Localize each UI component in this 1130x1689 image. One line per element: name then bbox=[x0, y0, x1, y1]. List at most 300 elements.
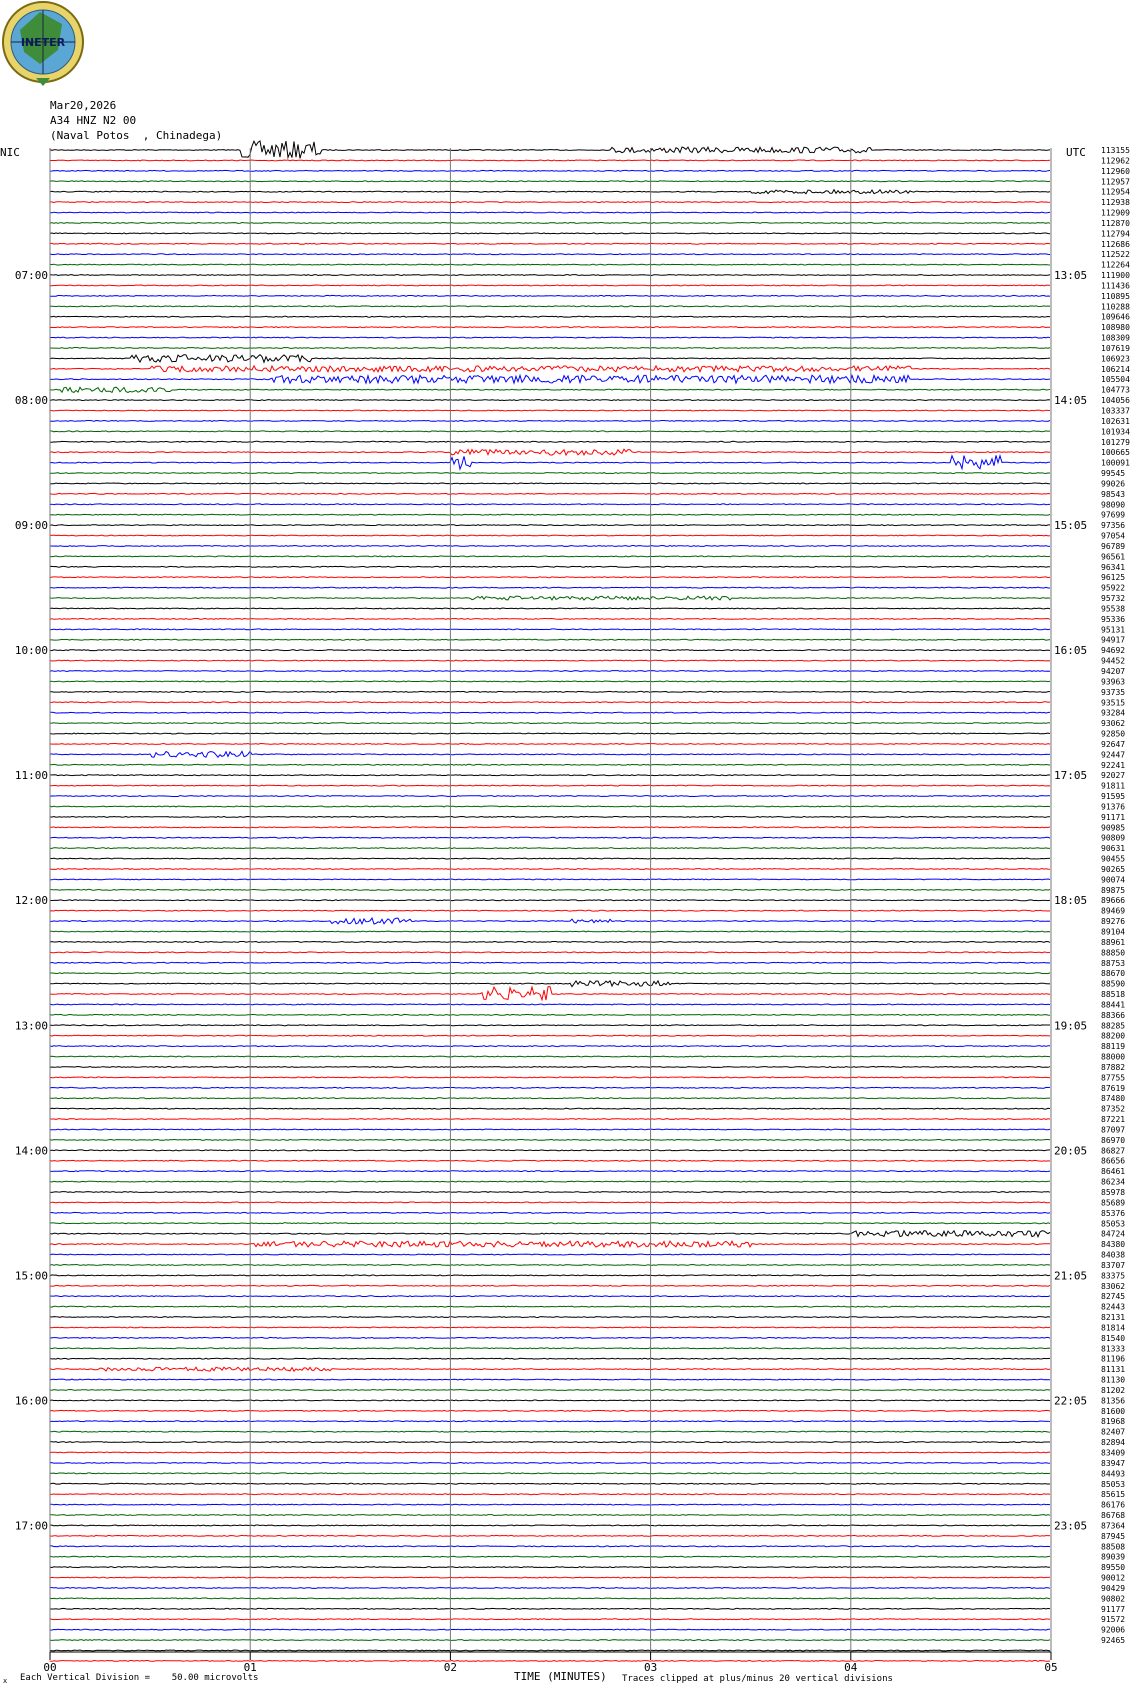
trace-line bbox=[50, 1348, 1050, 1349]
trace-value-label: 87352 bbox=[1101, 1104, 1126, 1114]
trace-value-label: 93515 bbox=[1101, 698, 1126, 708]
trace-line bbox=[50, 1004, 1050, 1005]
trace-line bbox=[50, 1108, 1050, 1109]
trace-line bbox=[50, 483, 1050, 484]
left-hour-label: 10:00 bbox=[14, 644, 48, 658]
trace-line bbox=[50, 455, 1050, 469]
left-hour-label: 14:00 bbox=[14, 1144, 48, 1158]
trace-line bbox=[50, 1160, 1050, 1161]
trace-value-label: 87364 bbox=[1101, 1521, 1126, 1531]
trace-line bbox=[50, 1129, 1050, 1130]
trace-value-label: 85053 bbox=[1101, 1479, 1126, 1489]
trace-value-label: 91572 bbox=[1101, 1615, 1126, 1625]
trace-line bbox=[50, 1241, 1050, 1247]
trace-value-label: 82131 bbox=[1101, 1313, 1126, 1323]
trace-line bbox=[50, 869, 1050, 870]
trace-line bbox=[50, 295, 1050, 296]
right-hour-label: 14:05 bbox=[1054, 394, 1088, 408]
trace-line bbox=[50, 1421, 1050, 1422]
trace-line bbox=[50, 587, 1050, 588]
trace-value-label: 94452 bbox=[1101, 656, 1126, 666]
trace-value-label: 90265 bbox=[1101, 864, 1126, 874]
trace-value-label: 86176 bbox=[1101, 1500, 1126, 1510]
trace-value-label: 92850 bbox=[1101, 729, 1126, 739]
trace-line bbox=[50, 1296, 1050, 1297]
left-timezone-label: NIC bbox=[0, 146, 20, 159]
trace-value-label: 82894 bbox=[1101, 1438, 1126, 1448]
trace-value-label: 97054 bbox=[1101, 531, 1126, 541]
trace-line bbox=[50, 702, 1050, 703]
left-hour-label: 17:00 bbox=[14, 1519, 48, 1533]
trace-line bbox=[50, 1119, 1050, 1120]
trace-line bbox=[50, 375, 1050, 383]
trace-line bbox=[50, 1171, 1050, 1172]
trace-line bbox=[50, 546, 1050, 547]
svg-text:INETER: INETER bbox=[20, 36, 66, 49]
trace-line bbox=[50, 1056, 1050, 1057]
x-tick-label: 02 bbox=[443, 1661, 458, 1674]
trace-value-label: 98090 bbox=[1101, 500, 1126, 510]
trace-line bbox=[50, 858, 1050, 859]
trace-line bbox=[50, 1025, 1050, 1026]
trace-line bbox=[50, 337, 1050, 338]
trace-line bbox=[50, 1306, 1050, 1307]
trace-line bbox=[50, 650, 1050, 651]
trace-value-label: 83375 bbox=[1101, 1271, 1126, 1281]
trace-line bbox=[50, 671, 1050, 672]
trace-value-label: 113155 bbox=[1101, 146, 1130, 155]
trace-value-label: 94917 bbox=[1101, 635, 1126, 645]
trace-value-label: 112522 bbox=[1101, 250, 1130, 260]
trace-line bbox=[50, 848, 1050, 849]
trace-line bbox=[50, 1067, 1050, 1068]
trace-line bbox=[50, 316, 1050, 317]
right-hour-label: 18:05 bbox=[1054, 894, 1088, 908]
trace-value-label: 84380 bbox=[1101, 1240, 1126, 1250]
trace-line bbox=[50, 366, 1050, 372]
trace-value-label: 93284 bbox=[1101, 708, 1126, 718]
trace-value-label: 95538 bbox=[1101, 604, 1126, 614]
trace-value-label: 92241 bbox=[1101, 760, 1126, 770]
trace-value-label: 93963 bbox=[1101, 677, 1126, 687]
trace-value-label: 87221 bbox=[1101, 1115, 1126, 1125]
trace-value-label: 102631 bbox=[1101, 416, 1130, 426]
left-hour-label: 16:00 bbox=[14, 1394, 48, 1408]
left-hour-label: 08:00 bbox=[14, 394, 48, 408]
trace-value-label: 103337 bbox=[1101, 406, 1130, 416]
trace-value-label: 98543 bbox=[1101, 489, 1126, 499]
trace-value-label: 96561 bbox=[1101, 552, 1126, 562]
record-date: Mar20,2026 bbox=[50, 99, 117, 112]
trace-value-label: 94207 bbox=[1101, 667, 1126, 676]
trace-value-label: 108309 bbox=[1101, 333, 1130, 343]
trace-line bbox=[50, 691, 1050, 692]
x-axis-title: TIME (MINUTES) bbox=[514, 1670, 607, 1683]
trace-value-label: 105504 bbox=[1101, 375, 1130, 385]
trace-value-label: 90985 bbox=[1101, 823, 1126, 833]
trace-value-label: 88518 bbox=[1101, 990, 1126, 1000]
trace-line bbox=[50, 181, 1050, 182]
trace-line bbox=[50, 1525, 1050, 1526]
trace-line bbox=[50, 751, 1050, 757]
trace-value-label: 88753 bbox=[1101, 958, 1126, 968]
trace-line bbox=[50, 190, 1050, 194]
right-hour-label: 15:05 bbox=[1054, 519, 1088, 533]
trace-line bbox=[50, 981, 1050, 987]
trace-line bbox=[50, 327, 1050, 328]
trace-line bbox=[50, 285, 1050, 286]
station-location: (Naval Potos , Chinadega) bbox=[50, 129, 223, 142]
left-hour-label: 12:00 bbox=[14, 894, 48, 908]
trace-line bbox=[50, 942, 1050, 943]
trace-value-label: 111900 bbox=[1101, 271, 1130, 281]
trace-line bbox=[50, 355, 1050, 363]
right-hour-label: 22:05 bbox=[1054, 1394, 1088, 1408]
right-hour-label: 16:05 bbox=[1054, 644, 1088, 658]
trace-line bbox=[50, 1212, 1050, 1213]
trace-line bbox=[50, 1442, 1050, 1443]
trace-line bbox=[50, 1619, 1050, 1620]
trace-value-label: 81196 bbox=[1101, 1354, 1126, 1364]
trace-value-label: 85053 bbox=[1101, 1219, 1126, 1229]
trace-value-label: 90012 bbox=[1101, 1573, 1126, 1583]
trace-line bbox=[50, 816, 1050, 817]
trace-value-label: 84493 bbox=[1101, 1469, 1126, 1479]
trace-line bbox=[50, 1400, 1050, 1401]
right-hour-label: 17:05 bbox=[1054, 769, 1088, 783]
trace-line bbox=[50, 1181, 1050, 1182]
trace-line bbox=[50, 1367, 1050, 1371]
trace-value-label: 106214 bbox=[1101, 364, 1130, 374]
trace-line bbox=[50, 1087, 1050, 1088]
trace-value-label: 92006 bbox=[1101, 1625, 1126, 1635]
trace-line bbox=[50, 744, 1050, 745]
trace-value-label: 97699 bbox=[1101, 510, 1126, 520]
trace-value-label: 83947 bbox=[1101, 1458, 1126, 1468]
trace-value-label: 88590 bbox=[1101, 979, 1126, 989]
trace-value-label: 112264 bbox=[1101, 260, 1130, 270]
corner-mark: x bbox=[3, 1677, 8, 1685]
trace-value-label: 100665 bbox=[1101, 448, 1130, 458]
trace-value-label: 85689 bbox=[1101, 1198, 1126, 1208]
trace-line bbox=[50, 243, 1050, 244]
trace-value-label: 101279 bbox=[1101, 437, 1130, 447]
trace-line bbox=[50, 660, 1050, 661]
trace-value-label: 81968 bbox=[1101, 1417, 1126, 1427]
trace-line bbox=[50, 1077, 1050, 1078]
trace-value-label: 94692 bbox=[1101, 646, 1126, 656]
trace-value-label: 95336 bbox=[1101, 614, 1126, 624]
trace-value-label: 92447 bbox=[1101, 750, 1126, 760]
trace-value-label: 88441 bbox=[1101, 1000, 1126, 1010]
trace-line bbox=[50, 525, 1050, 526]
trace-value-label: 112960 bbox=[1101, 166, 1130, 176]
trace-value-label: 90429 bbox=[1101, 1583, 1126, 1593]
trace-line bbox=[50, 1098, 1050, 1099]
trace-value-label: 87480 bbox=[1101, 1094, 1126, 1104]
trace-line bbox=[50, 596, 1050, 600]
scale-note: Each Vertical Division = 50.00 microvolts bbox=[20, 1673, 259, 1683]
trace-value-label: 89666 bbox=[1101, 896, 1126, 906]
trace-line bbox=[50, 889, 1050, 890]
trace-value-label: 88200 bbox=[1101, 1031, 1126, 1041]
right-hour-label: 23:05 bbox=[1054, 1519, 1088, 1533]
trace-line bbox=[50, 1265, 1050, 1266]
trace-line bbox=[50, 1390, 1050, 1391]
trace-value-label: 89104 bbox=[1101, 927, 1126, 937]
trace-value-label: 81540 bbox=[1101, 1333, 1126, 1343]
left-hour-label: 09:00 bbox=[14, 519, 48, 533]
trace-line bbox=[50, 514, 1050, 515]
trace-line bbox=[50, 1452, 1050, 1453]
trace-line bbox=[50, 1046, 1050, 1047]
trace-value-label: 91177 bbox=[1101, 1604, 1126, 1614]
trace-line bbox=[50, 1285, 1050, 1286]
trace-value-label: 88366 bbox=[1101, 1010, 1126, 1020]
trace-line bbox=[50, 723, 1050, 724]
trace-value-label: 97356 bbox=[1101, 521, 1126, 531]
x-tick-label: 05 bbox=[1044, 1661, 1058, 1674]
trace-value-label: 89550 bbox=[1101, 1563, 1126, 1573]
trace-line bbox=[50, 1379, 1050, 1380]
trace-line bbox=[50, 712, 1050, 713]
trace-line bbox=[50, 785, 1050, 786]
trace-line bbox=[50, 681, 1050, 682]
trace-value-label: 92465 bbox=[1101, 1636, 1126, 1646]
trace-line bbox=[50, 1410, 1050, 1411]
trace-line bbox=[50, 1473, 1050, 1474]
trace-line bbox=[50, 535, 1050, 536]
trace-value-label: 93735 bbox=[1101, 687, 1126, 697]
trace-value-label: 91595 bbox=[1101, 792, 1126, 802]
trace-line bbox=[50, 764, 1050, 765]
trace-value-label: 90074 bbox=[1101, 875, 1126, 885]
trace-value-label: 87619 bbox=[1101, 1083, 1126, 1093]
trace-line bbox=[50, 1317, 1050, 1318]
trace-line bbox=[50, 170, 1050, 171]
trace-line bbox=[50, 160, 1050, 161]
trace-value-label: 87097 bbox=[1101, 1125, 1126, 1135]
trace-value-label: 91376 bbox=[1101, 802, 1126, 812]
trace-line bbox=[50, 1598, 1050, 1599]
trace-value-label: 87755 bbox=[1101, 1073, 1126, 1083]
trace-line bbox=[50, 556, 1050, 557]
trace-value-label: 112870 bbox=[1101, 218, 1130, 228]
trace-line bbox=[50, 962, 1050, 963]
trace-line bbox=[50, 1567, 1050, 1568]
trace-line bbox=[50, 441, 1050, 442]
trace-value-label: 107619 bbox=[1101, 343, 1130, 353]
trace-line bbox=[50, 306, 1050, 307]
trace-line bbox=[50, 1150, 1050, 1151]
trace-value-label: 85615 bbox=[1101, 1490, 1126, 1500]
trace-line bbox=[50, 1327, 1050, 1328]
trace-line bbox=[50, 1608, 1050, 1609]
trace-line bbox=[50, 973, 1050, 974]
trace-value-label: 83062 bbox=[1101, 1281, 1126, 1291]
trace-value-label: 112938 bbox=[1101, 198, 1130, 208]
trace-line bbox=[50, 1223, 1050, 1224]
trace-value-label: 91171 bbox=[1101, 812, 1126, 822]
trace-value-label: 81130 bbox=[1101, 1375, 1126, 1385]
trace-line bbox=[50, 1494, 1050, 1495]
trace-line bbox=[50, 1254, 1050, 1255]
trace-value-label: 96789 bbox=[1101, 541, 1126, 551]
trace-line bbox=[50, 431, 1050, 432]
trace-line bbox=[50, 733, 1050, 734]
trace-line bbox=[50, 987, 1050, 1000]
trace-value-label: 81814 bbox=[1101, 1323, 1126, 1333]
trace-line bbox=[50, 1275, 1050, 1276]
trace-value-label: 106923 bbox=[1101, 354, 1130, 364]
trace-value-label: 90809 bbox=[1101, 833, 1126, 843]
trace-value-label: 85978 bbox=[1101, 1188, 1126, 1197]
trace-line bbox=[50, 608, 1050, 609]
trace-line bbox=[50, 421, 1050, 422]
trace-value-label: 81202 bbox=[1101, 1385, 1126, 1395]
trace-value-label: 92647 bbox=[1101, 739, 1126, 749]
trace-value-label: 87945 bbox=[1101, 1531, 1126, 1541]
trace-value-label: 112957 bbox=[1101, 177, 1130, 187]
trace-value-label: 86461 bbox=[1101, 1167, 1126, 1177]
trace-value-label: 81356 bbox=[1101, 1396, 1126, 1406]
right-hour-label: 19:05 bbox=[1054, 1019, 1088, 1033]
clip-note: Traces clipped at plus/minus 20 vertical divisions bbox=[622, 1674, 893, 1684]
trace-value-label: 90455 bbox=[1101, 854, 1126, 864]
trace-line bbox=[50, 1231, 1050, 1237]
trace-value-label: 99026 bbox=[1101, 479, 1126, 489]
trace-value-label: 112962 bbox=[1101, 156, 1130, 166]
trace-line bbox=[50, 1504, 1050, 1505]
trace-value-label: 89875 bbox=[1101, 885, 1126, 895]
trace-line bbox=[50, 202, 1050, 203]
trace-line bbox=[50, 577, 1050, 578]
trace-value-label: 100091 bbox=[1101, 458, 1130, 468]
trace-value-label: 96341 bbox=[1101, 562, 1126, 572]
trace-value-label: 88670 bbox=[1101, 969, 1126, 979]
left-hour-label: 15:00 bbox=[14, 1269, 48, 1283]
trace-line bbox=[50, 1431, 1050, 1432]
trace-value-label: 84724 bbox=[1101, 1229, 1126, 1239]
trace-line bbox=[50, 827, 1050, 828]
trace-value-label: 95922 bbox=[1101, 583, 1126, 593]
trace-line bbox=[50, 264, 1050, 265]
trace-line bbox=[50, 1358, 1050, 1359]
trace-value-label: 88285 bbox=[1101, 1021, 1126, 1031]
trace-line bbox=[50, 1483, 1050, 1484]
trace-line bbox=[50, 1556, 1050, 1557]
x-tick-label: 03 bbox=[643, 1661, 658, 1674]
trace-value-label: 104056 bbox=[1101, 396, 1130, 406]
trace-value-label: 82407 bbox=[1101, 1427, 1126, 1437]
trace-value-label: 101934 bbox=[1101, 427, 1130, 437]
trace-value-label: 88850 bbox=[1101, 948, 1126, 958]
trace-line bbox=[50, 233, 1050, 234]
trace-value-label: 86768 bbox=[1101, 1511, 1126, 1521]
trace-line bbox=[50, 449, 1050, 455]
trace-value-label: 83409 bbox=[1101, 1448, 1126, 1458]
trace-value-label: 112794 bbox=[1101, 229, 1130, 239]
trace-line bbox=[50, 493, 1050, 494]
trace-value-label: 84038 bbox=[1101, 1250, 1126, 1260]
trace-line bbox=[50, 1463, 1050, 1464]
trace-value-label: 112954 bbox=[1101, 187, 1130, 197]
trace-value-label: 81333 bbox=[1101, 1344, 1126, 1354]
trace-line bbox=[50, 1535, 1050, 1536]
trace-line bbox=[50, 639, 1050, 640]
trace-value-label: 104773 bbox=[1101, 385, 1130, 395]
trace-value-label: 88119 bbox=[1101, 1042, 1126, 1052]
trace-value-label: 110288 bbox=[1101, 302, 1130, 312]
trace-value-label: 90631 bbox=[1101, 844, 1126, 854]
trace-value-label: 109646 bbox=[1101, 312, 1130, 322]
trace-line bbox=[50, 1192, 1050, 1193]
trace-line bbox=[50, 879, 1050, 880]
x-tick-label: 00 bbox=[43, 1661, 57, 1674]
trace-line bbox=[50, 952, 1050, 953]
trace-value-label: 88000 bbox=[1101, 1052, 1126, 1062]
trace-line bbox=[50, 254, 1050, 255]
trace-value-label: 95732 bbox=[1101, 594, 1126, 604]
trace-value-label: 89469 bbox=[1101, 906, 1126, 916]
x-tick-label: 04 bbox=[844, 1661, 858, 1674]
trace-value-label: 96125 bbox=[1101, 573, 1126, 583]
right-hour-label: 20:05 bbox=[1054, 1144, 1088, 1158]
trace-line bbox=[50, 400, 1050, 401]
left-hour-label: 07:00 bbox=[14, 269, 48, 283]
trace-value-label: 112686 bbox=[1101, 239, 1130, 249]
trace-line bbox=[50, 275, 1050, 276]
trace-value-label: 89039 bbox=[1101, 1552, 1126, 1562]
left-hour-label: 13:00 bbox=[14, 1019, 48, 1033]
left-hour-label: 11:00 bbox=[14, 769, 48, 783]
trace-line bbox=[50, 566, 1050, 567]
trace-line bbox=[50, 1140, 1050, 1141]
trace-value-label: 108980 bbox=[1101, 323, 1130, 333]
right-timezone-label: UTC bbox=[1066, 146, 1086, 159]
trace-value-label: 82745 bbox=[1101, 1292, 1126, 1302]
trace-value-label: 82443 bbox=[1101, 1302, 1126, 1312]
trace-line bbox=[50, 619, 1050, 620]
trace-value-label: 86970 bbox=[1101, 1135, 1126, 1145]
trace-value-label: 92027 bbox=[1101, 771, 1126, 781]
trace-value-label: 110895 bbox=[1101, 291, 1130, 301]
trace-line bbox=[50, 1515, 1050, 1516]
trace-line bbox=[50, 1588, 1050, 1589]
trace-value-label: 88508 bbox=[1101, 1542, 1126, 1552]
trace-line bbox=[50, 504, 1050, 505]
trace-line bbox=[50, 918, 1050, 924]
trace-line bbox=[50, 387, 1050, 392]
trace-line bbox=[50, 410, 1050, 411]
trace-value-label: 87882 bbox=[1101, 1062, 1126, 1072]
trace-value-label: 99545 bbox=[1101, 469, 1126, 479]
trace-line bbox=[50, 1650, 1050, 1651]
trace-value-label: 90802 bbox=[1101, 1594, 1126, 1604]
trace-line bbox=[50, 1640, 1050, 1641]
trace-value-label: 81600 bbox=[1101, 1406, 1126, 1416]
trace-line bbox=[50, 837, 1050, 838]
trace-value-label: 91811 bbox=[1101, 781, 1126, 791]
trace-line bbox=[50, 910, 1050, 911]
right-hour-label: 13:05 bbox=[1054, 269, 1088, 283]
x-tick-label: 01 bbox=[243, 1661, 257, 1674]
trace-line bbox=[50, 141, 1050, 158]
trace-line bbox=[50, 348, 1050, 349]
trace-line bbox=[50, 1546, 1050, 1547]
trace-value-label: 112909 bbox=[1101, 208, 1130, 218]
trace-line bbox=[50, 806, 1050, 807]
